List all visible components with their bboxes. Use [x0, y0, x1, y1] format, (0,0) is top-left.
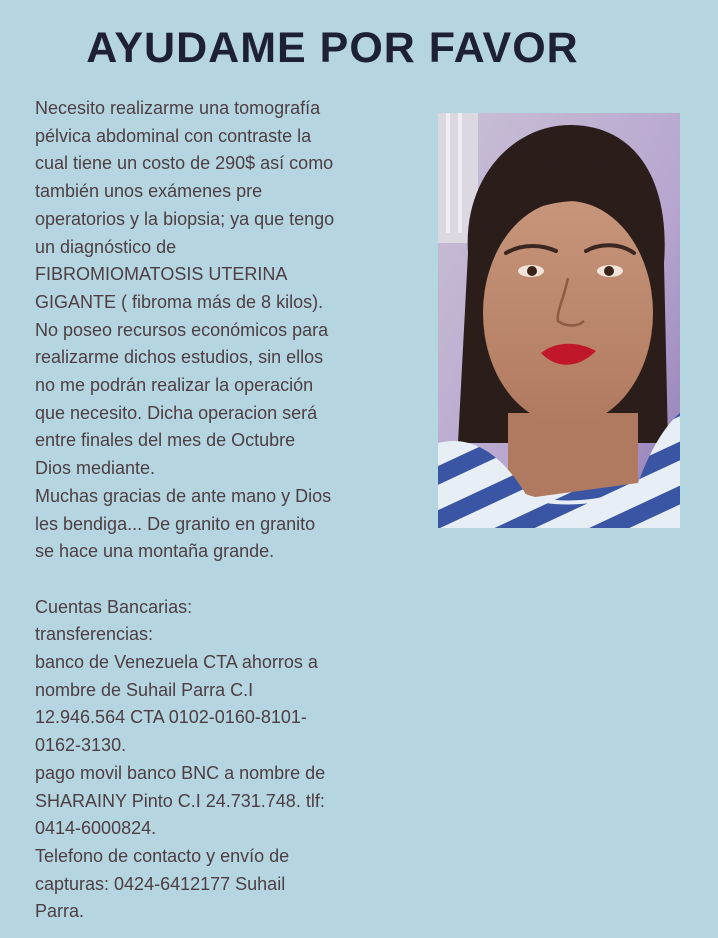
text-line: les bendiga... De granito en granito: [35, 513, 316, 534]
text-line: transferencias:: [35, 624, 154, 645]
text-line: pélvica abdominal con contraste la: [35, 125, 312, 146]
text-line: nombre de Suhail Parra C.I: [35, 679, 254, 700]
text-line: también unos exámenes pre: [35, 181, 263, 202]
text-line: cual tiene un costo de 290$ así como: [35, 153, 334, 174]
text-line: 12.946.564 CTA 0102-0160-8101-: [35, 707, 307, 728]
appeal-text: [35, 95, 380, 926]
text-line: operatorios y la biopsia; ya que tengo: [35, 208, 335, 229]
text-line: Necesito realizarme una tomografía: [35, 98, 321, 118]
page-title: AYUDAME POR FAVOR: [86, 24, 579, 72]
text-line: entre finales del mes de Octubre: [35, 430, 296, 451]
text-line: banco de Venezuela CTA ahorros a: [35, 652, 318, 673]
text-line: 0162-3130.: [35, 735, 127, 756]
text-line: pago movil banco BNC a nombre de: [35, 762, 326, 783]
paragraph-spacer: [35, 566, 380, 594]
text-line: capturas: 0424-6412177 Suhail: [35, 873, 286, 894]
text-line: FIBROMIOMATOSIS UTERINA: [35, 264, 288, 285]
text-line: un diagnóstico de: [35, 236, 177, 257]
text-line: 0414-6000824.: [35, 818, 157, 839]
text-line: No poseo recursos económicos para: [35, 319, 329, 340]
text-line: Parra.: [35, 901, 85, 922]
text-line: que necesito. Dicha operacion será: [35, 402, 318, 423]
text-line: Muchas gracias de ante mano y Dios: [35, 485, 332, 506]
portrait-photo: [438, 113, 680, 528]
text-line: Cuentas Bancarias:: [35, 596, 193, 617]
text-line: se hace una montaña grande.: [35, 541, 275, 562]
text-line: Telefono de contacto y envío de: [35, 845, 290, 866]
text-line: realizarme dichos estudios, sin ellos: [35, 347, 324, 368]
text-line: SHARAINY Pinto C.I 24.731.748. tlf:: [35, 790, 325, 811]
text-line: no me podrán realizar la operación: [35, 375, 314, 396]
text-line: GIGANTE ( fibroma más de 8 kilos).: [35, 291, 324, 312]
text-line: Dios mediante.: [35, 458, 156, 479]
